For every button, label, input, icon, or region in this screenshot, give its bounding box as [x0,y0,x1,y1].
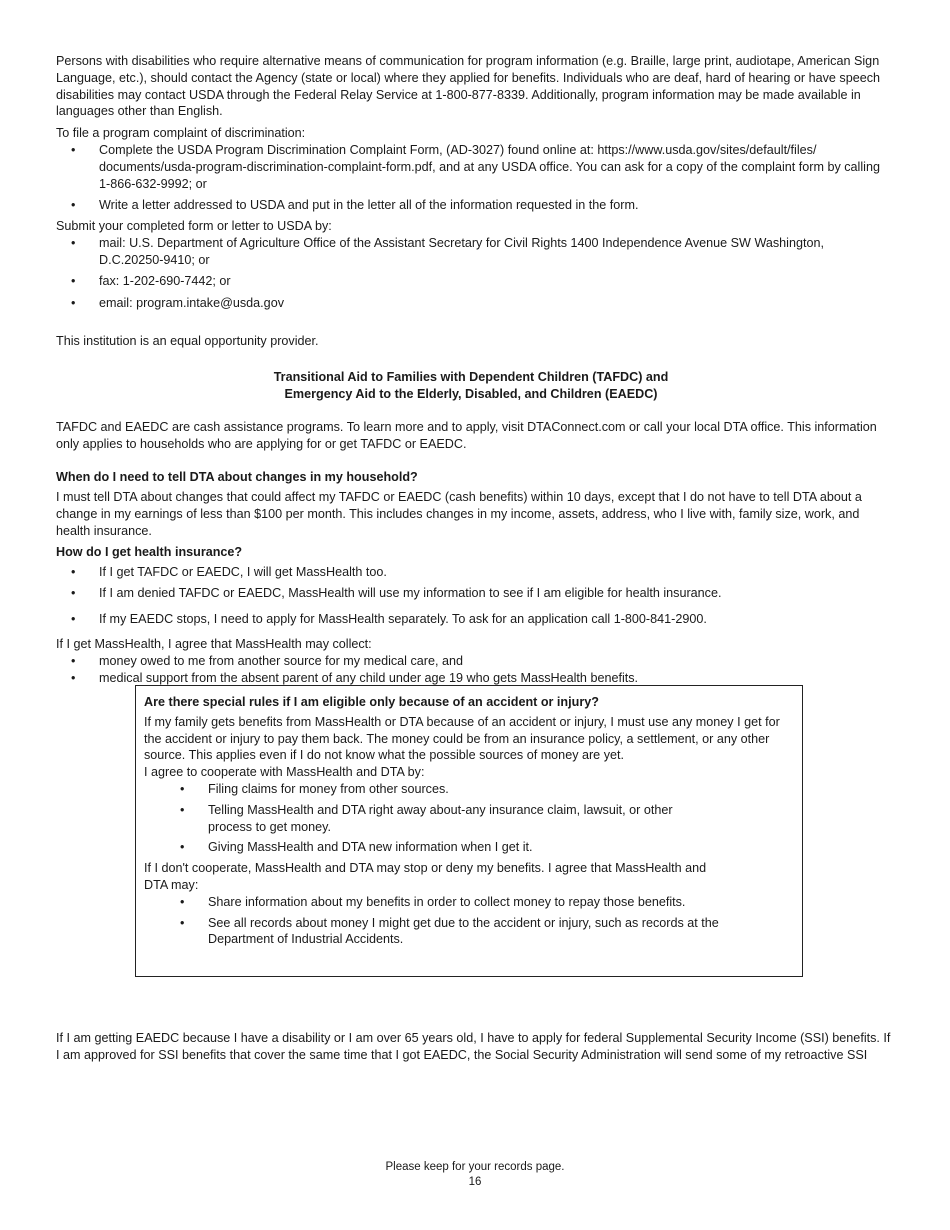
list-item: • If I get TAFDC or EAEDC, I will get MassHealth too. [56,564,886,581]
box-text: If my family gets benefits from MassHealth or DTA because of an accident or injury, I must use any money I get for the accident or injury to pay them back. The money could be from an insurance policy, a settlement, or any other source. This applies even if I do not know what the possible sources of money are yet. [144,714,780,763]
program-description: TAFDC and EAEDC are cash assistance programs. To learn more and to apply, visit DTAConnect.com or call your local DTA office. This information only applies to households who are applying for or get TAFDC or EAEDC. [56,420,877,451]
complaint-intro: To file a program complaint of discrimination: [56,126,306,140]
accessibility-paragraph: Persons with disabilities who require alternative means of communication for program information (e.g. Braille, large print, audiotape, American Sign Language, etc.), should contact the Agency (state or local) where they applied for benefits. Individuals who are deaf, hard of hearing or have speech disabilities may contact USDA through the Federal Relay Service at 1-800-877-8339. Additionally, program information may be made available in languages other than English. [56,54,881,119]
may-list [144,894,794,948]
section-title-line-2: Emergency Aid to the Elderly, Disabled, and Children (EAEDC) [284,387,658,401]
insurance-heading: How do I get health insurance? [56,545,243,559]
list-item: • Giving MassHealth and DTA new information when I get it. [144,839,794,856]
complaint-list-2 [56,197,886,214]
insurance-list [56,564,886,581]
list-item: • email: program.intake@usda.gov [56,295,886,312]
changes-text: I must tell DTA about changes that could affect my TAFDC or EAEDC (cash benefits) within 10 days, except that I do not have to tell DTA about a change in my earnings of less than $100 per month. This includes changes in my income, assets, address, who I live with, family size, work, and health insurance. [56,490,862,538]
list-item: • money owed to me from another source for my medical care, and [56,653,886,670]
dont-cooperate-text: If I don't cooperate, MassHealth and DTA may stop or deny my benefits. I agree that MassHealth and DTA may: [144,861,707,892]
list-item: • fax: 1-202-690-7442; or [56,273,886,290]
insurance-list-3 [56,611,886,628]
submit-list [56,235,886,269]
cooperate-list [144,781,794,856]
page-number: 16 [468,1176,482,1188]
ssi-paragraph: If I am getting EAEDC because I have a disability or I am over 65 years old, I have to apply for federal Supplemental Security Income (SSI) benefits. If I am approved for SSI benefits that cover the same time that I got EAEDC, the Social Security Administration will send some of my retroactive SSI [56,1031,891,1062]
cooperate-intro: I agree to cooperate with MassHealth and DTA by: [144,765,425,780]
insurance-list-2 [56,585,886,602]
complaint-list [56,142,886,192]
list-item: • Filing claims for money from other sources. [144,781,794,798]
list-item: • Telling MassHealth and DTA right away about-any insurance claim, lawsuit, or other process to get money. [144,802,794,836]
collect-intro: If I get MassHealth, I agree that MassHealth may collect: [56,637,372,651]
submit-intro: Submit your completed form or letter to USDA by: [56,219,332,233]
list-item: • Share information about my benefits in order to collect money to repay those benefits. [144,894,794,911]
submit-list-3 [56,295,886,312]
list-item: • Write a letter addressed to USDA and put in the letter all of the information requested in the form. [56,197,886,214]
list-item: • medical support from the absent parent of any child under age 19 who gets MassHealth benefits. [56,670,886,687]
equal-opportunity-statement: This institution is an equal opportunity provider. [56,334,319,348]
list-item: • See all records about money I might get due to the accident or injury, such as records at the Department of Industrial Accidents. [144,915,794,949]
accident-injury-box [135,685,803,977]
list-item: • mail: U.S. Department of Agriculture Office of the Assistant Secretary for Civil Rights 1400 Independence Avenue SW Washington, D.C.20250-9410; or [56,235,886,269]
section-title-line-1: Transitional Aid to Families with Dependent Children (TAFDC) and [273,370,669,384]
collect-list [56,653,886,687]
footer-note: Please keep for your records page. [385,1161,565,1173]
list-item: • If I am denied TAFDC or EAEDC, MassHealth will use my information to see if I am eligible for health insurance. [56,585,886,602]
changes-heading: When do I need to tell DTA about changes in my household? [56,470,418,484]
list-item: • If my EAEDC stops, I need to apply for MassHealth separately. To ask for an application call 1-800-841-2900. [56,611,886,628]
submit-list-2 [56,273,886,290]
list-item: • Complete the USDA Program Discrimination Complaint Form, (AD-3027) found online at: https://www.usda.gov/sites/default/files/ documents/usda-program-discrimination-complaint-form.pdf, and at any USDA office. You can ask for a copy of the complaint form by calling 1-866-632-9992; or [56,142,886,192]
box-heading: Are there special rules if I am eligible only because of an accident or injury? [144,695,599,709]
